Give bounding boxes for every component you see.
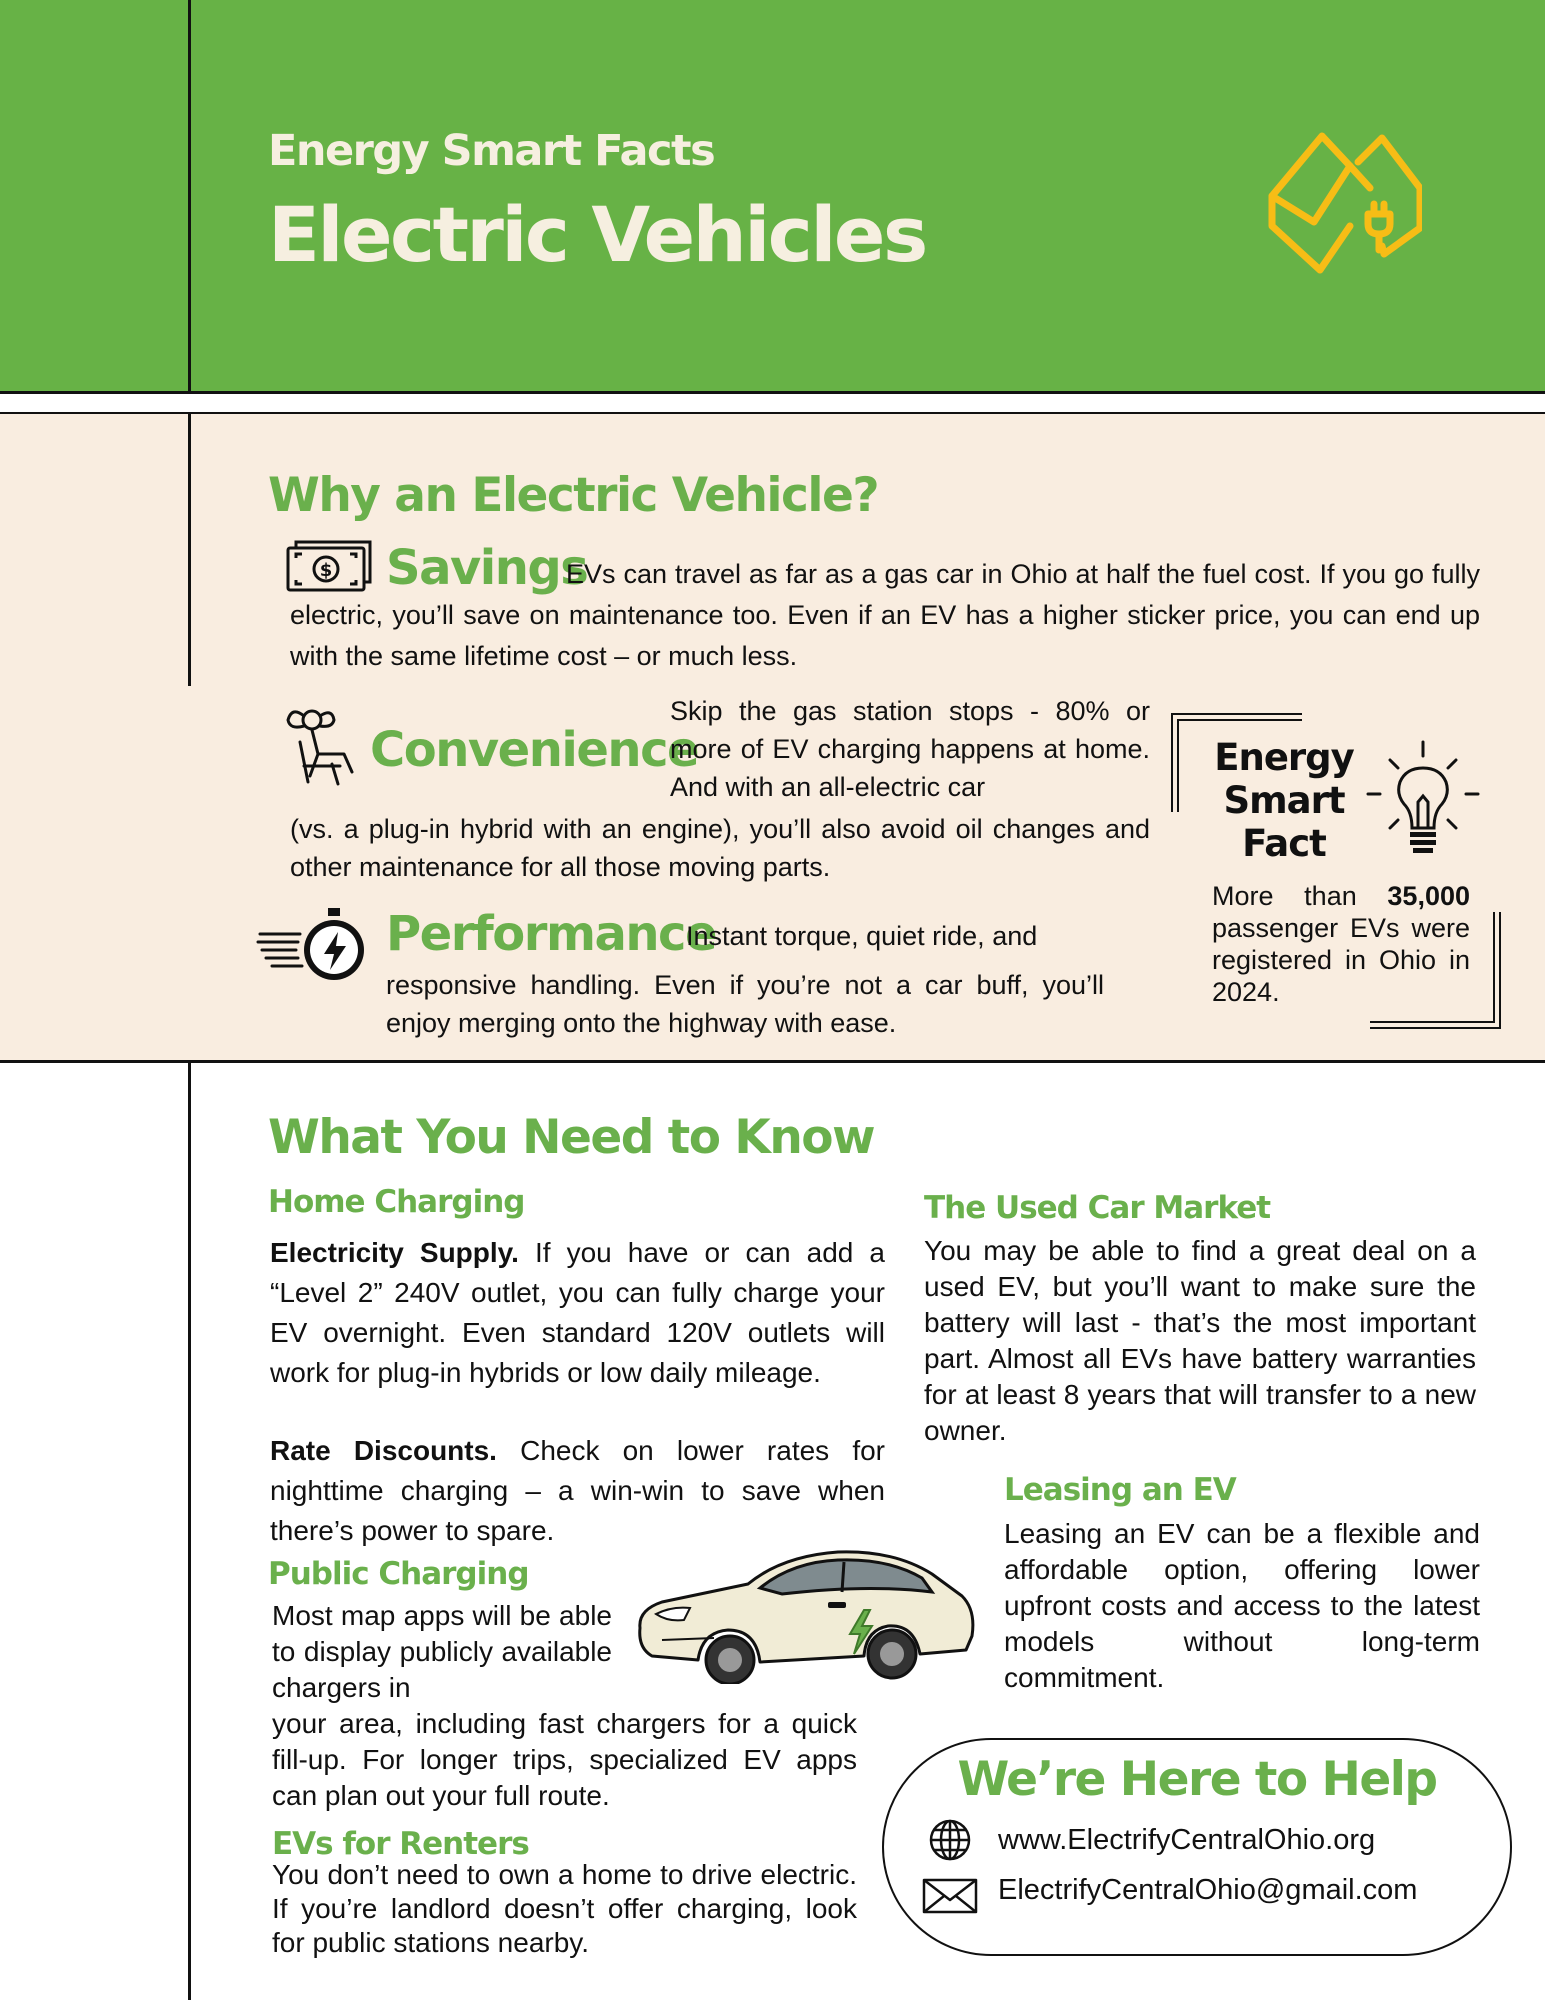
fact-title-line: Energy	[1214, 736, 1354, 779]
email-link[interactable]: ElectrifyCentralOhio@gmail.com	[998, 1874, 1418, 1906]
supply-text: If you have or can add a “Level 2” 240V outlet, you can fully charge your EV overnight. Even standard 120V outlets will work for plug-in hybrids or low daily mileage.	[270, 1237, 885, 1388]
savings-heading: Savings	[386, 540, 588, 596]
fact-title	[1198, 736, 1370, 865]
leasing-text: Leasing an EV can be a flexible and affordable option, offering lower upfront costs and access to the latest models without long-term commitment.	[1004, 1518, 1480, 1693]
help-title: We’re Here to Help	[957, 1752, 1437, 1807]
public-charging-text: your area, including fast chargers for a quick fill-up. For longer trips, specialized EV apps can plan out your full route.	[272, 1708, 857, 1811]
supply-label: Electricity Supply.	[270, 1237, 519, 1268]
renters-text: You don’t need to own a home to drive electric. If you’re landlord doesn’t offer charging, look for public stations nearby.	[272, 1859, 857, 1958]
relaxing-person-icon	[282, 702, 366, 788]
leasing-heading: Leasing an EV	[1004, 1472, 1236, 1508]
performance-heading: Performance	[386, 906, 717, 962]
ev-car-illustration	[632, 1544, 978, 1684]
savings-text: EVs can travel as far as a gas car in Ohio at half the fuel cost. If you go fully electric, you’ll save on maintenance too. Even if an EV has a higher sticker price, you can end up with the same lifetime cost – or much less.	[290, 559, 1480, 671]
convenience-text-side: Skip the gas station stops - 80% or more of EV charging happens at home. And with an all-electric car	[670, 696, 1150, 802]
home-charging-supply	[270, 1233, 885, 1393]
fact-text	[1212, 880, 1470, 1008]
rate-text: Check on lower rates for nighttime charging – a win-win to save when there’s power to spare.	[270, 1435, 885, 1546]
divider-vertical	[188, 1061, 191, 2000]
performance-text-first: Instant torque, quiet ride, and	[686, 921, 1038, 951]
divider-line	[0, 1060, 1545, 1063]
public-charging-heading: Public Charging	[268, 1556, 529, 1592]
public-charging-text-side: Most map apps will be able to display publicly available chargers in	[272, 1600, 612, 1703]
globe-icon	[928, 1818, 972, 1862]
fact-title-line: Fact	[1242, 822, 1326, 865]
fact-text-part: passenger EVs were registered in Ohio in 2024.	[1212, 913, 1470, 1007]
header-title: Electric Vehicles	[268, 190, 926, 279]
lightbulb-icon	[1366, 738, 1480, 856]
fact-title-line: Smart	[1223, 779, 1345, 822]
website-link[interactable]: www.ElectrifyCentralOhio.org	[998, 1824, 1376, 1856]
used-car-text: You may be able to find a great deal on a used EV, but you’ll want to make sure the battery will last - that’s the most important part. Almost all EVs have battery warranties for at least 8 years that will transfer to a new owner.	[924, 1235, 1476, 1446]
convenience-heading: Convenience	[370, 722, 699, 778]
fact-text-part: More than	[1212, 881, 1388, 911]
header-subtitle: Energy Smart Facts	[268, 126, 715, 176]
home-charging-rates	[270, 1431, 885, 1551]
rate-label: Rate Discounts.	[270, 1435, 497, 1466]
divider-vertical	[188, 0, 191, 392]
envelope-icon	[922, 1876, 978, 1916]
logo-house-plug-icon	[1262, 126, 1422, 276]
divider-vertical	[188, 414, 191, 686]
svg-text:$: $	[319, 560, 333, 581]
fact-number: 35,000	[1387, 881, 1470, 911]
stopwatch-lightning-icon	[256, 904, 368, 984]
renters-heading: EVs for Renters	[272, 1826, 529, 1862]
performance-text: responsive handling. Even if you’re not a car buff, you’ll enjoy merging onto the highway with ease.	[386, 970, 1104, 1038]
divider-line	[0, 391, 1545, 394]
convenience-text: (vs. a plug-in hybrid with an engine), you’ll also avoid oil changes and other maintenance for all those moving parts.	[290, 814, 1150, 882]
need-title: What You Need to Know	[268, 1110, 874, 1165]
home-charging-heading: Home Charging	[268, 1184, 525, 1220]
used-car-heading: The Used Car Market	[924, 1190, 1271, 1226]
why-title: Why an Electric Vehicle?	[268, 468, 879, 523]
